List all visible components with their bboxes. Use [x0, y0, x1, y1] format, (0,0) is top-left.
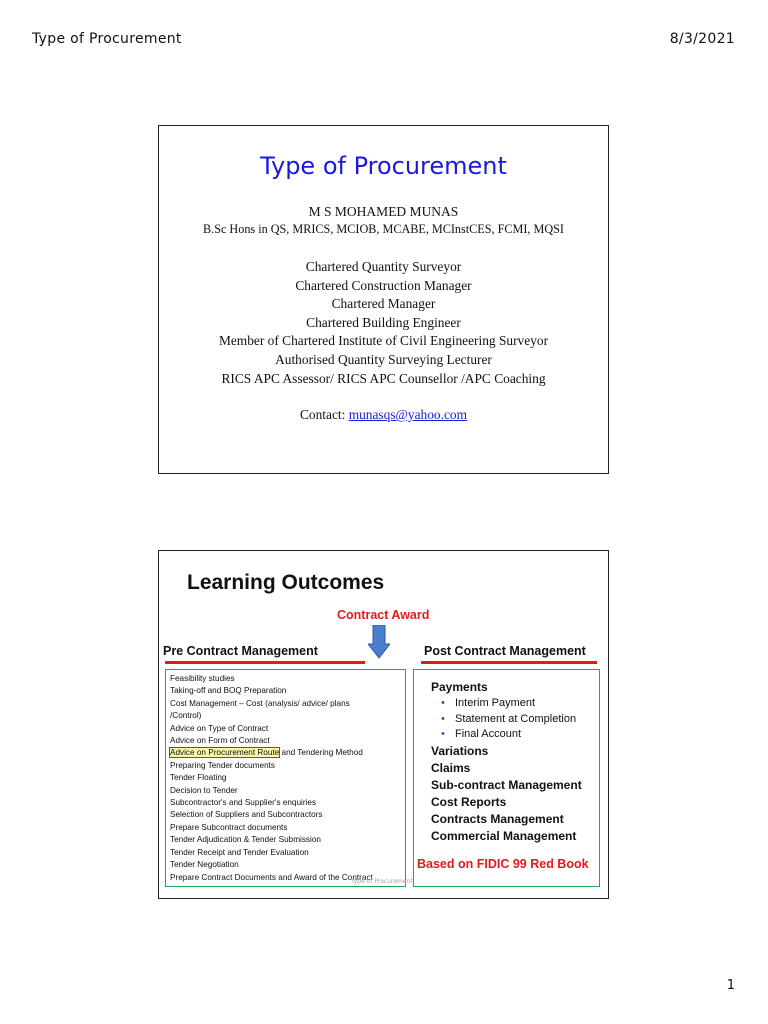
list-item: Feasibility studies — [170, 674, 235, 683]
list-item: • Interim Payment — [431, 696, 582, 712]
contact-label: Contact: — [299, 407, 349, 422]
list-item: Cost Management – Cost (analysis/ advice/ plans — [170, 698, 350, 708]
list-item: Selection of Suppliers and Subcontractors — [170, 810, 323, 820]
list-item-suffix: and Tendering Method — [279, 748, 363, 758]
author-qualifications: B.Sc Hons in QS, MRICS, MCIOB, MCABE, MCInstCES, FCMI, MQSI — [203, 222, 564, 236]
list-item: Advice on Form of Contract — [170, 736, 270, 746]
list-item: Contracts Management — [431, 811, 564, 826]
list-item: Prepare Subcontract documents — [170, 822, 288, 832]
contact-line — [159, 407, 608, 423]
payments-heading: Payments — [431, 680, 488, 694]
slide-learning-outcomes — [158, 550, 609, 899]
role-item: RICS APC Assessor/ RICS APC Counsellor /APC Coaching — [221, 370, 546, 386]
list-item: Tender Negotiation — [170, 860, 239, 870]
highlighted-procurement-route: Advice on Procurement Route — [170, 748, 280, 758]
list-item — [170, 747, 373, 759]
contact-email-link[interactable]: munasqs@yahoo.com — [348, 407, 468, 422]
list-item: /Control) — [170, 711, 202, 721]
fidic-note: Based on FIDIC 99 Red Book — [417, 857, 589, 871]
post-contract-list — [431, 679, 582, 845]
role-item: Authorised Quantity Surveying Lecturer — [275, 351, 492, 367]
bullet-icon: • — [441, 712, 445, 725]
list-item: Taking-off and BOQ Preparation — [170, 686, 287, 696]
pre-contract-heading: Pre Contract Management — [163, 644, 318, 658]
role-item: Chartered Quantity Surveyor — [305, 259, 462, 274]
list-item: Cost Reports — [431, 794, 507, 809]
page-number: 1 — [726, 978, 735, 993]
role-item: Chartered Building Engineer — [306, 314, 461, 330]
author-roles — [159, 258, 608, 388]
author-name: M S MOHAMED MUNAS — [308, 204, 459, 219]
list-item: Tender Receipt and Tender Evaluation — [170, 847, 309, 857]
bullet-icon: • — [441, 697, 445, 709]
post-contract-heading: Post Contract Management — [424, 644, 586, 658]
header-title: Type of Procurement — [32, 31, 182, 47]
slide-title-page — [158, 125, 609, 474]
list-item: Preparing Tender documents — [170, 760, 275, 770]
role-item: Chartered Construction Manager — [295, 277, 472, 293]
slide1-title: Type of Procurement — [260, 152, 507, 180]
list-item: Variations — [431, 743, 489, 758]
list-item: Decision to Tender — [170, 785, 238, 795]
contract-award-label: Contract Award — [337, 608, 430, 622]
bullet-icon: • — [441, 728, 445, 740]
list-item: Subcontractor's and Supplier's enquiries — [170, 798, 317, 808]
list-item: Advice on Type of Contract — [170, 723, 269, 733]
list-item: • Statement at Completion — [431, 712, 582, 728]
role-item: Chartered Manager — [331, 296, 436, 312]
list-item: Sub-contract Management — [431, 777, 582, 792]
list-item: Commercial Management — [431, 828, 577, 843]
role-item: Member of Chartered Institute of Civil Engineering Surveyor — [218, 333, 549, 349]
list-item: Claims — [431, 760, 471, 775]
list-item: Tender Floating — [170, 773, 227, 783]
header-date: 8/3/2021 — [669, 31, 735, 47]
down-arrow-icon — [368, 625, 390, 659]
slide2-title: Learning Outcomes — [187, 571, 385, 594]
pre-red-underline — [165, 661, 365, 664]
pre-contract-list — [170, 673, 373, 884]
slide-footer: Type of Procurement — [351, 878, 413, 885]
post-red-underline — [421, 661, 597, 664]
list-item: Tender Adjudication & Tender Submission — [170, 835, 321, 845]
list-item: • Final Account — [431, 727, 582, 743]
list-item: Prepare Contract Documents and Award of the Contract — [170, 872, 373, 882]
